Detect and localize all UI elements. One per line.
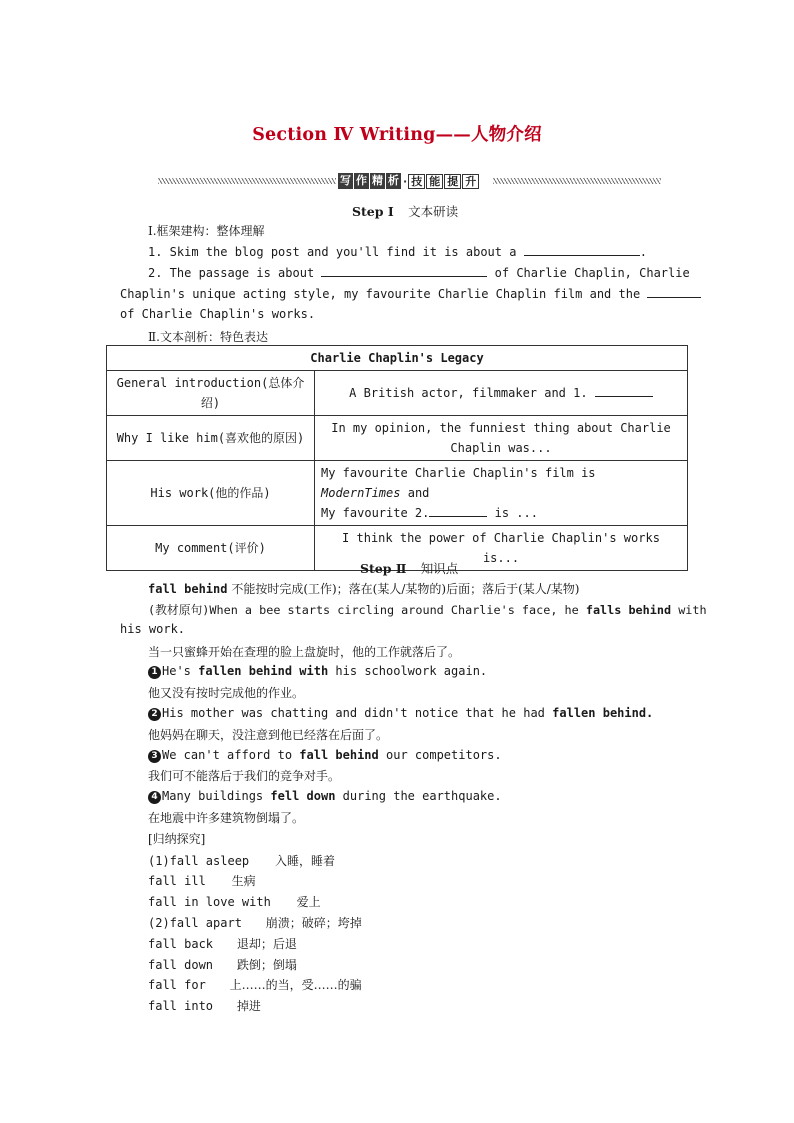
- answer-blank: [429, 505, 487, 517]
- table-cell-label: My comment(评价): [107, 526, 315, 571]
- step1-heading: [352, 202, 458, 220]
- answer-blank: [647, 286, 701, 298]
- example-translation: 他妈妈在聊天，没注意到他已经落在后面了。: [148, 728, 389, 742]
- hatch-divider-left: [158, 178, 336, 184]
- table-row: [107, 461, 688, 526]
- circled-number: 4: [148, 791, 161, 804]
- question-2-line1: [148, 265, 690, 280]
- table-row: [107, 371, 688, 416]
- q2-prefix: 2. The passage is about: [148, 266, 315, 280]
- cell-text: My favourite Charlie Chaplin's film is: [321, 466, 596, 480]
- table-header: Charlie Chaplin's Legacy: [107, 346, 688, 371]
- question-2-line3: of Charlie Chaplin's works.: [120, 307, 316, 321]
- example-text: We can't afford to: [162, 748, 293, 762]
- phrase-cn: 跌倒；倒塌: [236, 958, 297, 972]
- banner-char: 技: [408, 174, 425, 189]
- phrase-list-item: [148, 935, 297, 952]
- example-sentence: [148, 664, 487, 679]
- example-highlight: fall behind: [299, 748, 379, 762]
- phrase-list-item: [148, 976, 362, 993]
- phrase-en: fall ill: [148, 874, 206, 888]
- section-banner: [158, 172, 661, 190]
- film-title: ModernTimes: [321, 486, 401, 500]
- circled-number: 2: [148, 708, 161, 721]
- example-highlight: fallen behind.: [552, 706, 654, 720]
- phrase-en: fall for: [148, 978, 206, 992]
- banner-char: 精: [372, 174, 383, 187]
- table-cell-content: I think the power of Charlie Chaplin's works is...: [315, 526, 688, 571]
- cell-text: and: [407, 486, 430, 500]
- phrase-en: fall into: [148, 999, 214, 1013]
- banner-char: 能: [426, 174, 443, 189]
- phrase-list-item: [148, 914, 362, 931]
- part2-heading: Ⅱ.文本剖析：特色表达: [148, 330, 268, 344]
- phrase-cn: 生病: [231, 874, 256, 888]
- table-cell-content: [315, 371, 688, 416]
- example-text: Many buildings: [162, 789, 264, 803]
- source-sentence: [148, 601, 707, 618]
- source-sentence-line2: his work.: [120, 622, 186, 636]
- cell-text: A British actor, filmmaker and 1.: [349, 386, 588, 400]
- example-sentence: [148, 748, 502, 763]
- table-header-row: [107, 346, 688, 371]
- summary-label: [归纳探究]: [148, 832, 206, 846]
- table-cell-label: General introduction(总体介绍): [107, 371, 315, 416]
- q1-text: 1. Skim the blog post and you'll find it is about a: [148, 245, 517, 259]
- circled-number: 3: [148, 750, 161, 763]
- phrase-en: (2)fall apart: [148, 916, 242, 930]
- source-text: with: [678, 603, 707, 617]
- phrase-meaning: 不能按时完成(工作)；落在(某人/某物的)后面；落后于(某人/某物): [231, 582, 580, 596]
- example-highlight: fell down: [270, 789, 336, 803]
- question-2-line2: [120, 286, 701, 301]
- phrase-list-item: [148, 997, 261, 1014]
- phrase-cn: 掉进: [236, 999, 261, 1013]
- question-1: [148, 244, 647, 259]
- phrase-cn: 上……的当，受……的骗: [229, 978, 362, 992]
- page-title: Section Ⅳ Writing——人物介绍: [252, 125, 542, 145]
- source-text: When a bee starts circling around Charlie's face, he: [209, 603, 579, 617]
- phrase-entry: [148, 580, 580, 597]
- banner-char: 作: [356, 174, 367, 187]
- example-text: He's: [162, 664, 191, 678]
- table-cell-label: Why I like him(喜欢他的原因): [107, 416, 315, 461]
- example-sentence: [148, 706, 653, 721]
- hatch-divider-right: [493, 178, 661, 184]
- example-text: His mother was chatting and didn't notice that he had: [162, 706, 545, 720]
- example-translation: 我们可不能落后于我们的竞争对手。: [148, 769, 341, 783]
- banner-separator: ·: [403, 174, 408, 188]
- part1-heading: Ⅰ.框架建构：整体理解: [148, 224, 265, 238]
- example-highlight: fallen behind with: [198, 664, 329, 678]
- step2-title-cn: 知识点: [420, 561, 459, 576]
- banner-char: 提: [444, 174, 461, 189]
- phrase-cn: 退却；后退: [236, 937, 297, 951]
- step1-label: Step Ⅰ: [352, 204, 394, 219]
- phrase-cn: 入睡，睡着: [274, 854, 335, 868]
- source-highlight: falls behind: [585, 603, 672, 617]
- banner-char: 析: [388, 174, 399, 187]
- source-translation: 当一只蜜蜂开始在查理的脸上盘旋时，他的工作就落后了。: [148, 645, 461, 659]
- phrase-en: fall down: [148, 958, 214, 972]
- phrase-list-item: [148, 893, 321, 910]
- example-translation: 他又没有按时完成他的作业。: [148, 686, 305, 700]
- step2-heading: [360, 559, 458, 577]
- table-row: [107, 416, 688, 461]
- q2-suffix: of Charlie Chaplin, Charlie: [494, 266, 690, 280]
- cell-text: is ...: [494, 506, 538, 520]
- banner-label: [338, 172, 480, 190]
- example-text: our competitors.: [386, 748, 502, 762]
- phrase-list-item: [148, 852, 335, 869]
- answer-blank: [524, 244, 640, 256]
- table-cell-label: His work(他的作品): [107, 461, 315, 526]
- banner-char: 升: [462, 174, 479, 189]
- example-sentence: [148, 789, 502, 804]
- phrase-en: fall in love with: [148, 895, 271, 909]
- table-cell-content: In my opinion, the funniest thing about Charlie Chaplin was...: [315, 416, 688, 461]
- step1-title-cn: 文本研读: [408, 204, 459, 219]
- table-cell-content: [315, 461, 688, 526]
- example-text: during the earthquake.: [342, 789, 502, 803]
- key-phrase: fall behind: [148, 582, 228, 596]
- cell-text: My favourite 2.: [321, 506, 430, 520]
- q1-suffix: .: [639, 245, 647, 259]
- phrase-list-item: [148, 956, 297, 973]
- step2-label: Step Ⅱ: [360, 561, 407, 576]
- source-tag: (教材原句): [148, 603, 210, 617]
- banner-char: 写: [340, 174, 351, 187]
- phrase-en: (1)fall asleep: [148, 854, 250, 868]
- example-translation: 在地震中许多建筑物倒塌了。: [148, 811, 305, 825]
- answer-blank: [595, 385, 653, 397]
- phrase-en: fall back: [148, 937, 214, 951]
- q2-line2: Chaplin's unique acting style, my favourite Charlie Chaplin film and the: [120, 287, 641, 301]
- legacy-table: [106, 345, 688, 571]
- phrase-cn: 爱上: [296, 895, 321, 909]
- example-text: his schoolwork again.: [335, 664, 488, 678]
- circled-number: 1: [148, 666, 161, 679]
- answer-blank: [321, 265, 487, 277]
- phrase-cn: 崩溃；破碎；垮掉: [265, 916, 362, 930]
- phrase-list-item: [148, 872, 256, 889]
